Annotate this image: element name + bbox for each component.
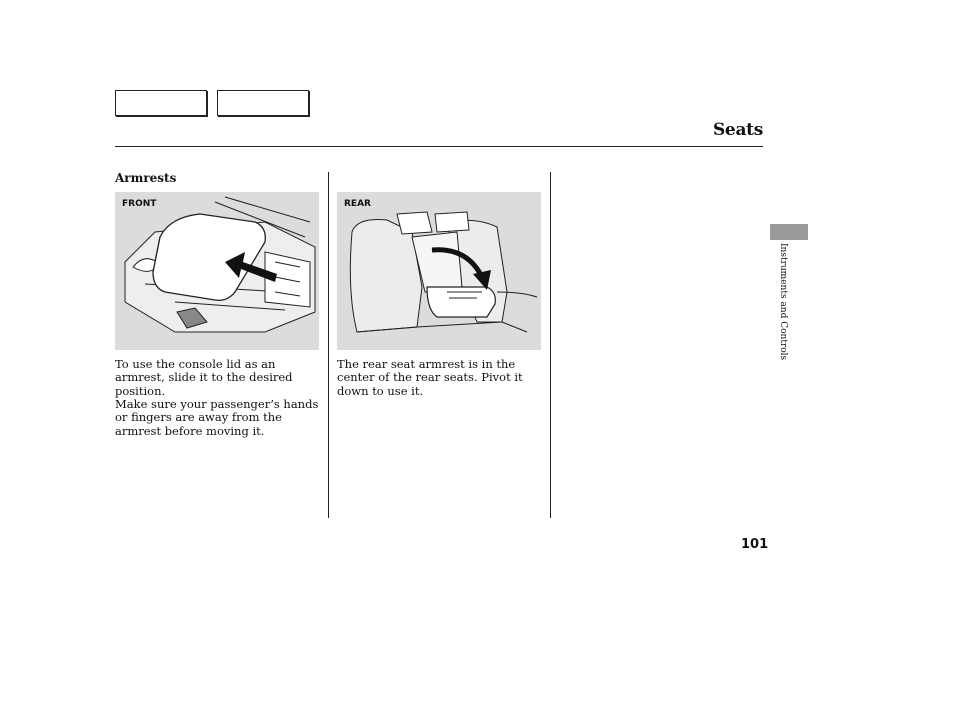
header-rule bbox=[115, 146, 763, 147]
front-armrest-caution: Make sure your passenger’s hands or fingers are away from the armrest before moving it. bbox=[115, 397, 319, 438]
front-console-drawing bbox=[115, 192, 319, 350]
main-menu-button[interactable] bbox=[115, 90, 207, 116]
page-number: 101 bbox=[741, 537, 769, 552]
front-figure-label: FRONT bbox=[122, 199, 157, 209]
rear-armrest-instructions: The rear seat armrest is in the center of the rear seats. Pivot it down to use it. bbox=[337, 357, 523, 398]
column-divider-2 bbox=[550, 172, 551, 518]
front-armrest-instructions: To use the console lid as an armrest, slide it to the desired position. bbox=[115, 357, 293, 398]
front-armrest-illustration bbox=[115, 192, 319, 350]
column-divider-1 bbox=[328, 172, 329, 518]
page-title: Seats bbox=[712, 120, 763, 140]
rear-armrest-illustration bbox=[337, 192, 541, 350]
rear-figure-label: REAR bbox=[344, 199, 371, 209]
chapter-tab[interactable] bbox=[770, 224, 808, 240]
chapter-label: Instruments and Controls bbox=[778, 243, 788, 361]
rear-seat-drawing bbox=[337, 192, 541, 350]
index-button[interactable] bbox=[217, 90, 309, 116]
section-heading: Armrests bbox=[115, 171, 177, 185]
